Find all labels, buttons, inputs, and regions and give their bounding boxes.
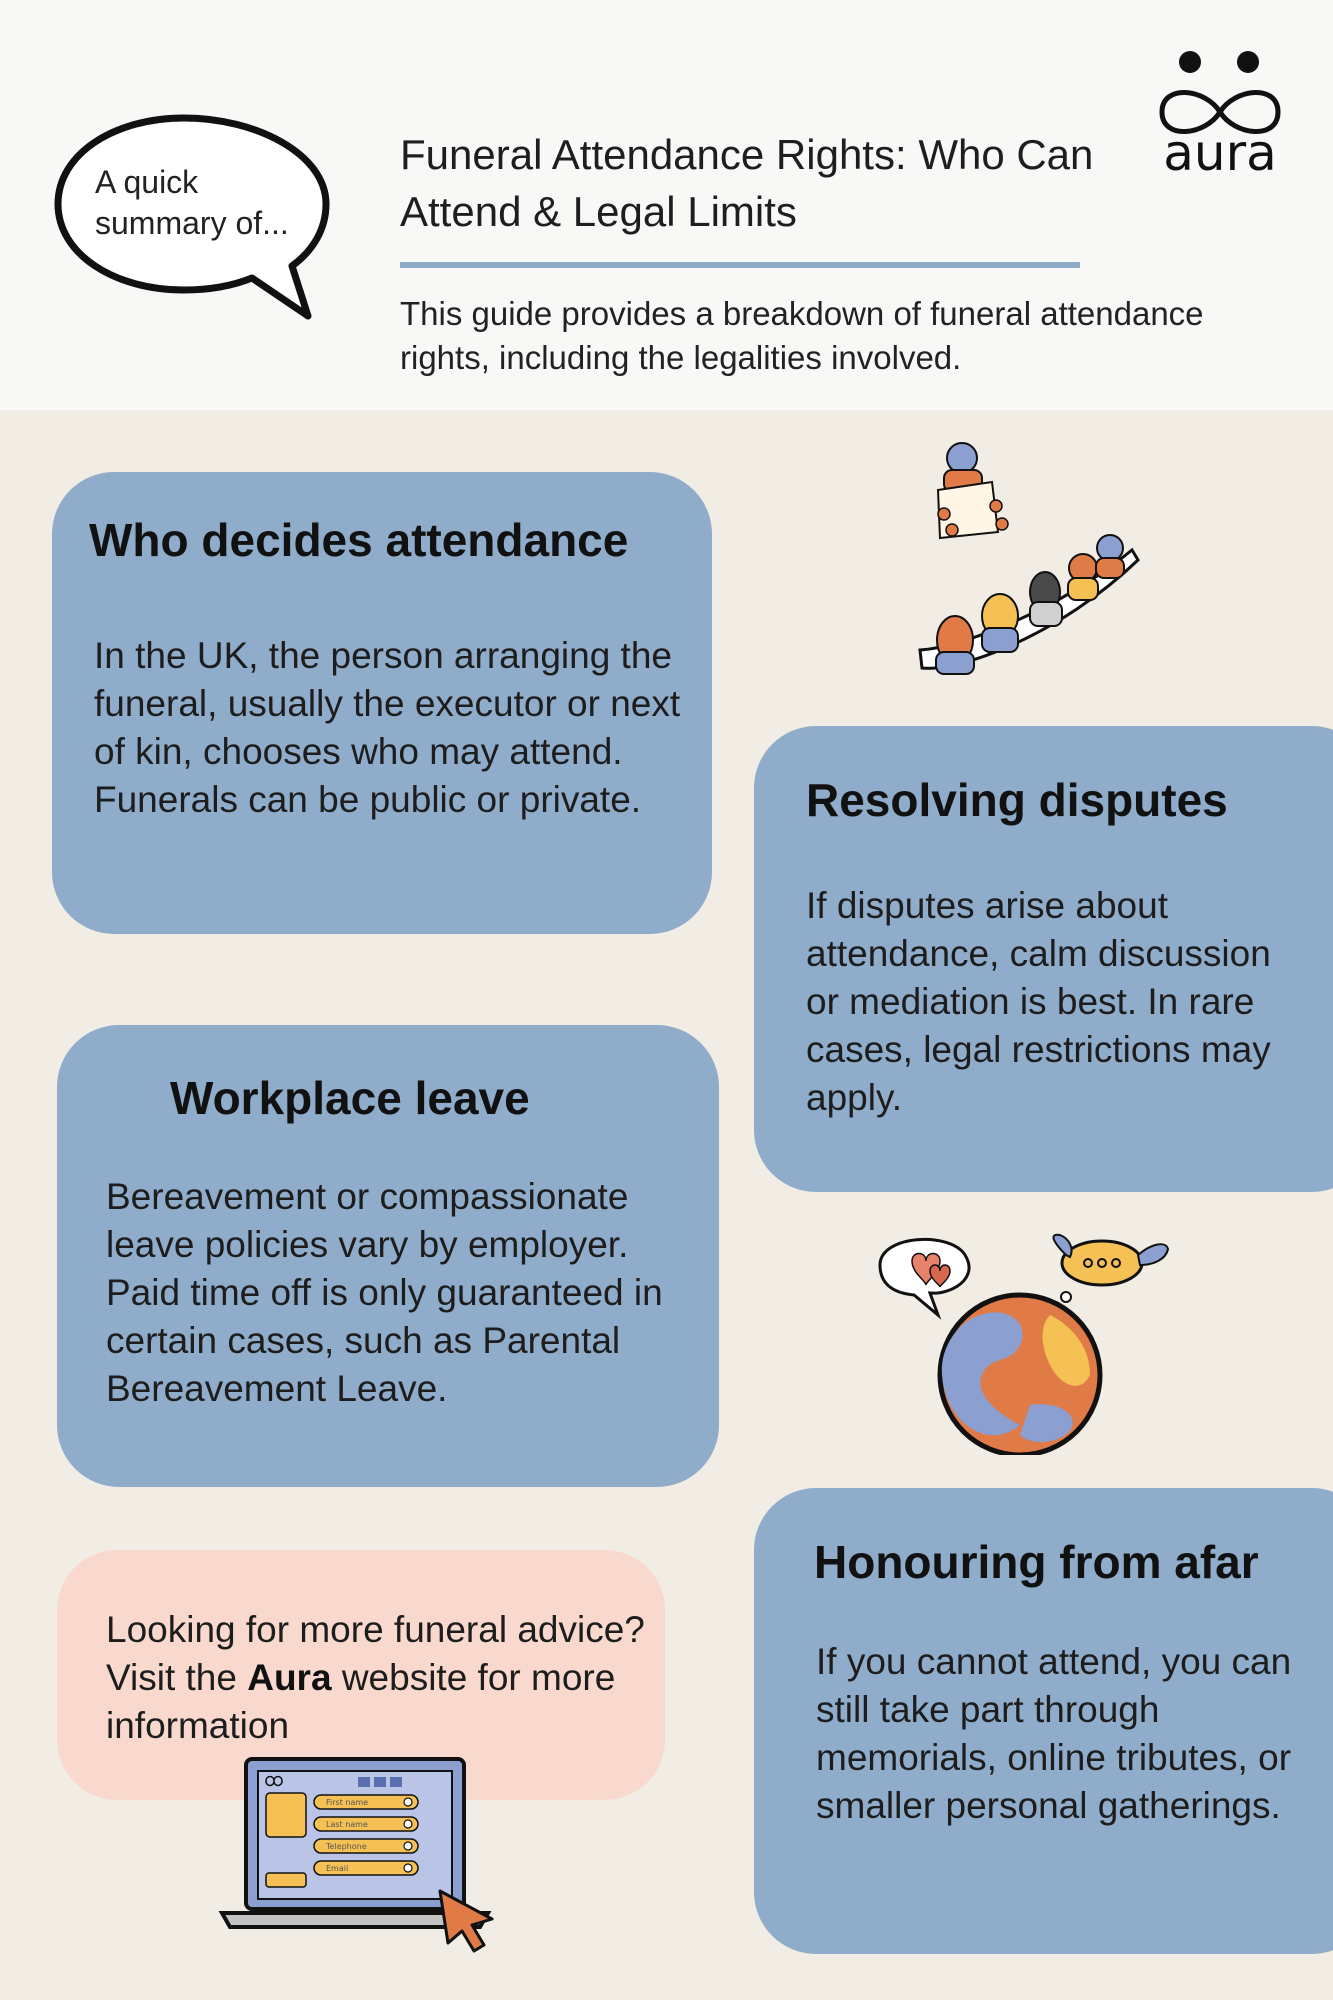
laptop-illustration: [218, 1755, 498, 1955]
svg-text:aura: aura: [1163, 124, 1277, 178]
page-subtitle: This guide provides a breakdown of funeral attendance rights, including the legalities involved.: [400, 295, 1204, 376]
card-body: If disputes arise about attendance, calm discussion or mediation is best. In rare cases, legal restrictions may apply.: [806, 885, 1271, 1118]
laptop-field-telephone: Telephone: [326, 1842, 367, 1851]
page-title: Funeral Attendance Rights: Who Can Attend & Legal Limits: [400, 131, 1094, 235]
laptop-field-last-name: Last name: [326, 1820, 368, 1829]
card-body: In the UK, the person arranging the funeral, usually the executor or next of kin, chooses who may attend. Funerals can be public or private.: [94, 635, 681, 820]
card-heading: Resolving disputes: [806, 774, 1228, 826]
promo-text: [106, 1606, 646, 1750]
promo-text-start: Looking for more funeral advice? Visit the: [106, 1609, 645, 1698]
promo-brand: Aura: [247, 1657, 332, 1698]
globe-chat-illustration: [870, 1225, 1180, 1455]
card-heading: Honouring from afar: [814, 1536, 1259, 1588]
card-heading: Who decides attendance: [89, 514, 629, 566]
laptop-field-first-name: First name: [326, 1798, 369, 1807]
card-honouring-from-afar: [754, 1488, 1333, 1954]
speech-bubble-text: A quick summary of...: [95, 164, 289, 241]
card-workplace-leave: [57, 1025, 719, 1487]
funeral-gathering-illustration: [900, 440, 1150, 690]
header: [0, 0, 1333, 410]
aura-logo: [1150, 48, 1290, 178]
card-body: If you cannot attend, you can still take part through memorials, online tributes, or smaller personal gatherings.: [816, 1641, 1292, 1826]
card-heading: Workplace leave: [170, 1072, 530, 1124]
card-body: Bereavement or compassionate leave policies vary by employer. Paid time off is only guaranteed in certain cases, such as Parental Bereavement Leave.: [106, 1176, 663, 1409]
laptop-field-email: Email: [326, 1864, 349, 1873]
promo-text-end: website for more information: [106, 1657, 616, 1746]
card-who-decides: [52, 472, 712, 934]
card-resolving-disputes: [754, 726, 1333, 1192]
title-divider: [400, 262, 1080, 268]
